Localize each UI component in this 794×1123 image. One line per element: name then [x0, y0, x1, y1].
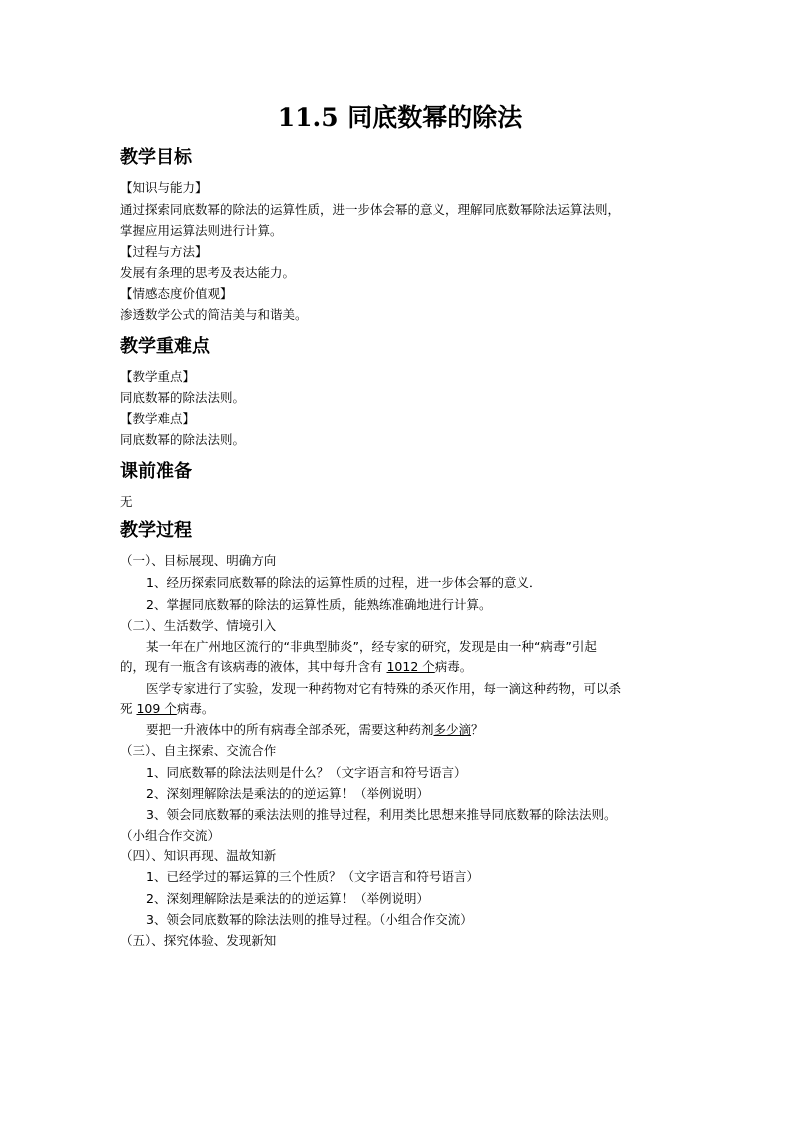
section-3-title: （三）、自主探索、交流合作 — [120, 743, 277, 758]
section-4-item-2: 2、深刻理解除法是乘法的的逆运算！（举例说明） — [146, 891, 429, 906]
para-3-text: 要把一升液体中的所有病毒全部杀死，需要这种药剂 — [146, 722, 434, 737]
section-2-para-3 — [146, 720, 484, 740]
para-2-end: 病毒。 — [176, 701, 215, 716]
section-4-item-3: 3、领会同底数幂的除法法则的推导过程。（小组合作交流） — [146, 912, 473, 927]
difficulty-text: 同底数幂的除法法则。 — [120, 432, 246, 447]
drops-question: 多少滴 — [433, 722, 472, 737]
virus-count: 1012 个 — [386, 659, 435, 674]
section-2-para-2-line1: 医学专家进行了实验，发现一种药物对它有特殊的杀灭作用，每一滴这种药物，可以杀 — [146, 681, 622, 696]
kill-count: 109 个 — [136, 701, 177, 716]
section-1-item-1: 1、经历探索同底数幂的除法的运算性质的过程，进一步体会幂的意义． — [146, 575, 542, 590]
difficulty-label: 【教学难点】 — [120, 411, 196, 426]
section-4-item-1: 1、已经学过的幂运算的三个性质？（文字语言和符号语言） — [146, 869, 479, 884]
section-2-title: （二）、生活数学、情境引入 — [120, 618, 277, 633]
focus-label: 【教学重点】 — [120, 369, 196, 384]
goals-heading: 教学目标 — [120, 147, 192, 168]
section-3-item-3-cont: （小组合作交流） — [120, 828, 221, 843]
para-2-text: 死 — [120, 701, 137, 716]
preparation-heading: 课前准备 — [120, 461, 192, 482]
section-3-item-3: 3、领会同底数幂的乘法法则的推导过程，利用类比思想来推导同底数幂的除法法则。 — [146, 807, 617, 822]
key-points-heading: 教学重难点 — [120, 336, 210, 357]
para-3-end: ？ — [471, 722, 484, 737]
knowledge-text-line2: 掌握应用运算法则进行计算。 — [120, 223, 283, 238]
process-heading: 教学过程 — [120, 520, 192, 541]
para-1-end: 病毒。 — [434, 659, 473, 674]
preparation-text: 无 — [120, 494, 133, 509]
section-1-title: （一）、目标展现、明确方向 — [120, 553, 277, 568]
knowledge-label: 【知识与能力】 — [120, 180, 208, 195]
knowledge-text-line1: 通过探索同底数幂的除法的运算性质，进一步体会幂的意义，理解同底数幂除法运算法则， — [120, 202, 621, 217]
section-2-para-1-line1: 某一年在广州地区流行的“非典型肺炎”，经专家的研究，发现是由一种“病毒”引起 — [146, 639, 597, 654]
para-1-text: 的，现有一瓶含有该病毒的液体，其中每升含有 — [120, 659, 387, 674]
emotion-text: 渗透数学公式的简洁美与和谐美。 — [120, 307, 308, 322]
page-title: 11.5 同底数幂的除法 — [277, 103, 523, 132]
process-label: 【过程与方法】 — [120, 244, 208, 259]
section-3-item-2: 2、深刻理解除法是乘法的的逆运算！（举例说明） — [146, 786, 429, 801]
section-2-para-2-line2 — [120, 699, 214, 719]
section-2-para-1-line2 — [120, 657, 472, 677]
focus-text: 同底数幂的除法法则。 — [120, 390, 246, 405]
process-text: 发展有条理的思考及表达能力。 — [120, 265, 296, 280]
emotion-label: 【情感态度价值观】 — [120, 286, 233, 301]
section-1-item-2: 2、掌握同底数幂的除法的运算性质，能熟练准确地进行计算。 — [146, 597, 492, 612]
section-4-title: （四）、知识再现、温故知新 — [120, 848, 277, 863]
section-3-item-1: 1、同底数幂的除法法则是什么？（文字语言和符号语言） — [146, 765, 467, 780]
section-5-title: （五）、探究体验、发现新知 — [120, 933, 277, 948]
